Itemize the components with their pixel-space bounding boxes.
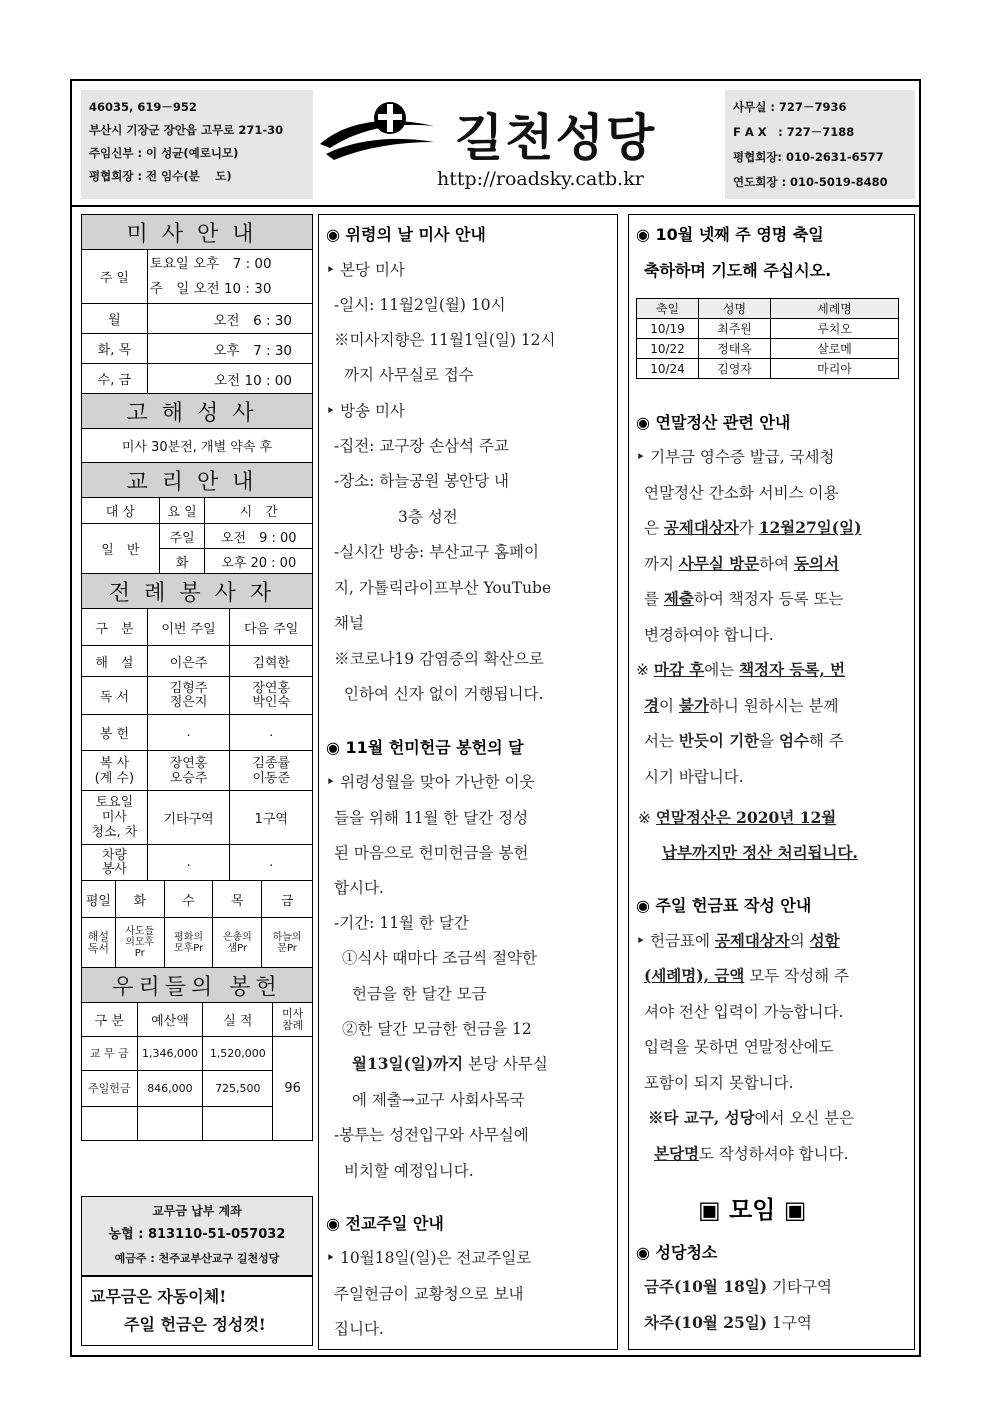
server-next: 김종률 이동준 <box>230 751 313 791</box>
offering-col: 미사 참례 <box>273 1003 313 1037</box>
offering-empty <box>203 1107 273 1141</box>
text-line: 시기 바랍니다. <box>644 768 744 786</box>
text-line: ②한 달간 모금한 헌금을 12 <box>342 1020 532 1038</box>
weekday-role: 해설 독서 <box>82 918 116 968</box>
text-line <box>648 1106 854 1128</box>
emphasis: 경 <box>644 696 659 715</box>
text-span: 이 <box>658 697 679 715</box>
emphasis: 12월27일(일) <box>758 518 862 537</box>
feast-col: 성명 <box>699 299 771 319</box>
servers-heading: 전례봉사자 <box>82 574 313 609</box>
confession-text: 미사 30분전, 개별 약속 후 <box>82 429 313 463</box>
server-next: 1구역 <box>230 791 313 845</box>
pastor-name: 주임신부 : 이 성균(예로니모) <box>89 146 239 160</box>
left-column <box>81 214 313 1141</box>
text-span: 의 <box>789 932 810 950</box>
text-line: 변경하여야 합니다. <box>644 626 774 644</box>
emphasis: 반듯이 기한 <box>678 731 760 750</box>
mass-day: 화, 목 <box>82 334 148 364</box>
text-span: 를 <box>644 590 664 608</box>
text-line: ‣ 기부금 영수증 발급, 국세청 <box>636 448 835 466</box>
server-role: 봉 헌 <box>82 715 148 751</box>
text-line <box>644 1311 812 1333</box>
council-president: 평협회장 : 전 임수(분 도) <box>89 169 232 183</box>
section-title: ◉ 연말정산 관련 안내 <box>636 413 791 432</box>
mass-table <box>81 214 313 498</box>
postal-code: 46035, 619－952 <box>89 100 197 114</box>
section-title: ◉ 주일 헌금표 작성 안내 <box>636 896 812 915</box>
weekday-head: 평일 <box>82 881 116 918</box>
text-line: 된 마음으로 헌미헌금을 봉헌 <box>334 844 529 862</box>
servers-col-next: 다음 주일 <box>230 609 313 646</box>
text-span: 기타구역 <box>767 1278 832 1296</box>
doctrine-col-time: 시 간 <box>205 498 313 524</box>
text-line: 입력을 못하면 연말정산에도 <box>644 1038 834 1056</box>
emphasis: 연말정산은 2020년 12월 <box>655 808 837 827</box>
text-line: -장소: 하늘공원 봉안당 내 <box>334 472 509 490</box>
emphasis: 공제대상자 <box>663 518 739 537</box>
offering-col: 예산액 <box>137 1003 203 1037</box>
confession-heading: 고해성사 <box>82 394 313 429</box>
text-span: 도 작성하셔야 합니다. <box>698 1145 849 1163</box>
text-line: 까지 사무실로 접수 <box>344 366 474 384</box>
emphasis: 본당명 <box>654 1144 699 1163</box>
servers-col-this: 이번 주일 <box>147 609 230 646</box>
text-line: 인하여 신자 없이 거행됩니다. <box>344 685 544 703</box>
text-line <box>352 1052 548 1074</box>
offering-name: 교 무 금 <box>82 1037 138 1071</box>
text-line: 셔야 전산 입력이 가능합니다. <box>644 1003 844 1021</box>
weekday-val: 하늘의 문Pr <box>262 918 313 968</box>
mass-time: 오전 10 : 00 <box>147 364 312 394</box>
church-title: 길천성당 <box>455 109 657 167</box>
emphasis: 차주(10월 25일) <box>644 1313 768 1332</box>
doctrine-table <box>81 497 313 574</box>
text-line <box>644 587 843 609</box>
text-span: 하여 책정자 등록 또는 <box>693 590 844 608</box>
website-url[interactable]: http://roadsky.catb.kr <box>437 168 644 190</box>
server-next: 김혁한 <box>230 646 313 677</box>
weekday-val: 평화의 모후Pr <box>164 918 213 968</box>
mass-day: 수, 금 <box>82 364 148 394</box>
weekday-head: 화 <box>115 881 164 918</box>
weekday-val: 사도들 의모후 Pr <box>115 918 164 968</box>
offering-col: 구 분 <box>82 1003 138 1037</box>
mass-day: 월 <box>82 304 148 334</box>
text-line <box>644 516 861 538</box>
text-span: 가 <box>738 519 759 537</box>
offering-budget: 1,346,000 <box>137 1037 203 1071</box>
weekday-head: 수 <box>164 881 213 918</box>
emphasis: 엄수 <box>779 731 809 750</box>
text-line: 에 제출→교구 사회사목국 <box>352 1091 525 1109</box>
text-line: ※미사지향은 11월1일(일) 12시 <box>334 331 556 349</box>
sunday-label: 주 일 <box>82 250 148 304</box>
text-line: 집니다. <box>334 1320 384 1338</box>
text-span: 까지 <box>644 555 679 573</box>
offering-heading: 우리들의 봉헌 <box>82 968 313 1003</box>
text-span: 을 <box>759 732 780 750</box>
text-span: 해 주 <box>809 732 844 750</box>
text-line <box>644 964 849 986</box>
text-line: ‣ 본당 미사 <box>326 261 405 279</box>
emphasis: 마감 후 <box>653 660 705 679</box>
server-next: . <box>230 845 313 881</box>
doctrine-day: 주일 <box>159 524 205 549</box>
doctrine-group: 일 반 <box>82 524 160 574</box>
office-phone: 사무실 : 727－7936 <box>733 100 847 114</box>
server-this: 김형주 정은지 <box>147 677 230 715</box>
text-line: ‣ 방송 미사 <box>326 402 405 420</box>
server-role: 독 서 <box>82 677 148 715</box>
emphasis: 성함 <box>809 931 840 950</box>
yeondo-phone: 연도회장 : 010-5019-8480 <box>733 175 888 189</box>
deadline-date: 월13일(일)까지 <box>352 1054 464 1073</box>
text-line <box>644 729 844 751</box>
emphasis: 공제대상자 <box>714 931 790 950</box>
text-span: ※ <box>638 809 656 827</box>
server-role: 해 설 <box>82 646 148 677</box>
server-this: 기타구역 <box>147 791 230 845</box>
offering-name: 주일헌금 <box>82 1071 138 1107</box>
emphasis: 불가 <box>678 696 709 715</box>
server-this: . <box>147 845 230 881</box>
text-span: ※ <box>636 661 654 679</box>
notice-line: 교무금은 자동이체! <box>90 1287 227 1306</box>
emphasis: (세례명), 금액 <box>644 966 745 985</box>
text-span: 에서 오신 분은 <box>754 1109 855 1127</box>
donation-notice <box>81 1276 313 1346</box>
church-cross-logo-icon <box>318 98 436 168</box>
text-span: 1구역 <box>767 1314 812 1332</box>
server-next: 장연홍 박인숙 <box>230 677 313 715</box>
sunday-mass-time: 주 일 오전 10 : 30 <box>149 280 272 297</box>
text-line: 헌금을 한 달간 모금 <box>352 985 487 1003</box>
text-line: 채널 <box>334 614 364 632</box>
text-line: 합시다. <box>334 879 384 897</box>
doctrine-col-target: 대 상 <box>82 498 160 524</box>
text-line: -실시간 방송: 부산교구 홈페이 <box>334 543 539 561</box>
section-title: ◉ 11월 헌미헌금 봉헌의 달 <box>326 738 524 757</box>
text-line: ※코로나19 감염증의 확산으로 <box>334 650 544 668</box>
feast-baptism: 루치오 <box>771 319 899 339</box>
emphasis: 사무실 방문 <box>678 554 760 573</box>
doctrine-time: 오후 20 : 00 <box>205 549 313 574</box>
emphasis: 책정자 등록, 번 <box>739 660 846 679</box>
feast-date: 10/22 <box>637 339 699 359</box>
server-next: . <box>230 715 313 751</box>
text-line: -기간: 11월 한 달간 <box>334 914 469 932</box>
offering-actual: 1,520,000 <box>203 1037 273 1071</box>
emphasis: ※타 교구, 성당 <box>648 1108 755 1127</box>
text-line: -봉투는 성전입구와 사무실에 <box>334 1126 529 1144</box>
feast-name: 정태옥 <box>699 339 771 359</box>
server-role: 복 사 (계 수) <box>82 751 148 791</box>
text-span: 모두 작성해 주 <box>744 967 849 985</box>
text-span: 하여 <box>759 555 795 573</box>
offering-attendance: 96 <box>273 1037 313 1141</box>
feast-baptism: 살로메 <box>771 339 899 359</box>
offering-empty <box>137 1107 203 1141</box>
feast-baptism: 마리아 <box>771 359 899 379</box>
emphasis: 제출 <box>663 589 694 608</box>
section-title: ◉ 위령의 날 미사 안내 <box>326 225 486 244</box>
server-this: 이은주 <box>147 646 230 677</box>
fax-number: F A X : 727－7188 <box>733 125 855 139</box>
text-line <box>654 1142 848 1164</box>
doctrine-col-day: 요 일 <box>159 498 205 524</box>
text-line: 지, 가톨릭라이프부산 YouTube <box>334 579 552 597</box>
text-line <box>638 806 836 828</box>
offering-budget: 846,000 <box>137 1071 203 1107</box>
notice-line: 주일 헌금은 정성껏! <box>124 1315 266 1334</box>
text-span: 에는 <box>704 661 740 679</box>
feast-col: 세례명 <box>771 299 899 319</box>
section-subtitle: 축하하며 기도해 주십시오. <box>644 261 832 280</box>
account-bank: 농협 : 813110-51-057032 <box>108 1227 286 1242</box>
text-span: 서는 <box>644 732 679 750</box>
server-role: 토요일 미사 청소, 차 <box>82 791 148 845</box>
server-this: 장연홍 오승주 <box>147 751 230 791</box>
section-title: ◉ 성당청소 <box>636 1243 718 1262</box>
feast-name: 최주원 <box>699 319 771 339</box>
text-line <box>644 1275 832 1297</box>
text-line: ①식사 때마다 조금씩 절약한 <box>342 949 537 967</box>
doctrine-day: 화 <box>159 549 205 574</box>
mass-time: 오전 6 : 30 <box>147 304 312 334</box>
weekday-val: 은총의 샘Pr <box>213 918 262 968</box>
text-span: 은 <box>644 519 664 537</box>
text-line: 납부까지만 정산 처리됩니다. <box>662 843 858 862</box>
doctrine-heading: 교리안내 <box>82 463 313 498</box>
text-span: ‣ 헌금표에 <box>636 932 715 950</box>
emphasis: 동의서 <box>794 554 839 573</box>
text-line: ‣ 10월18일(일)은 전교주일로 <box>326 1249 532 1267</box>
weekday-table <box>81 880 313 968</box>
text-line <box>636 929 840 951</box>
text-line: -집전: 교구장 손삼석 주교 <box>334 437 509 455</box>
text-line: 들을 위해 11월 한 달간 정성 <box>334 809 529 827</box>
feast-day-table <box>636 298 899 379</box>
section-title: ◉ 10월 넷째 주 영명 축일 <box>636 225 824 244</box>
text-line <box>636 658 845 680</box>
text-line: 비치할 예정입니다. <box>344 1162 474 1180</box>
text-line: -일시: 11월2일(월) 10시 <box>334 296 506 314</box>
weekday-head: 금 <box>262 881 313 918</box>
feast-name: 김영자 <box>699 359 771 379</box>
offering-actual: 725,500 <box>203 1071 273 1107</box>
emphasis: 금주(10월 18일) <box>644 1277 768 1296</box>
saturday-mass-time: 토요일 오후 7 : 00 <box>149 255 272 272</box>
account-holder: 예금주 : 천주교부산교구 길천성당 <box>114 1252 280 1265</box>
feast-date: 10/24 <box>637 359 699 379</box>
server-role: 차량 봉사 <box>82 845 148 881</box>
text-line <box>644 694 838 716</box>
account-title: 교무금 납부 계좌 <box>152 1204 242 1218</box>
text-line: ‣ 위령성월을 맞아 가난한 이웃 <box>326 773 535 791</box>
section-title: ◉ 전교주일 안내 <box>326 1214 444 1233</box>
server-this: . <box>147 715 230 751</box>
offering-empty <box>82 1107 138 1141</box>
meeting-heading: ▣ 모임 ▣ <box>698 1196 807 1224</box>
contact-box <box>725 90 915 199</box>
feast-col: 축일 <box>637 299 699 319</box>
text-line: 포함이 되지 못합니다. <box>644 1074 794 1092</box>
text-line: 3층 성전 <box>398 508 458 526</box>
text-line <box>644 552 839 574</box>
servers-col-role: 구 분 <box>82 609 148 646</box>
council-phone: 평협회장: 010-2631-6577 <box>733 150 884 164</box>
text-span: 본당 사무실 <box>463 1055 548 1073</box>
text-line: 주일헌금이 교황청으로 보내 <box>334 1285 524 1303</box>
address-box <box>81 90 313 199</box>
doctrine-time: 오전 9 : 00 <box>205 524 313 549</box>
mass-time: 오후 7 : 30 <box>147 334 312 364</box>
text-span: 하니 원하시는 분께 <box>708 697 839 715</box>
mass-heading: 미사안내 <box>82 215 313 250</box>
weekday-head: 목 <box>213 881 262 918</box>
street-address: 부산시 기장군 장안읍 고무로 271-30 <box>89 123 284 137</box>
feast-date: 10/19 <box>637 319 699 339</box>
servers-table <box>81 573 313 881</box>
offering-col: 실 적 <box>203 1003 273 1037</box>
header-divider <box>72 205 919 207</box>
offering-table <box>81 967 313 1141</box>
text-line: 연말정산 간소화 서비스 이용 <box>644 484 839 502</box>
account-box <box>81 1196 313 1276</box>
